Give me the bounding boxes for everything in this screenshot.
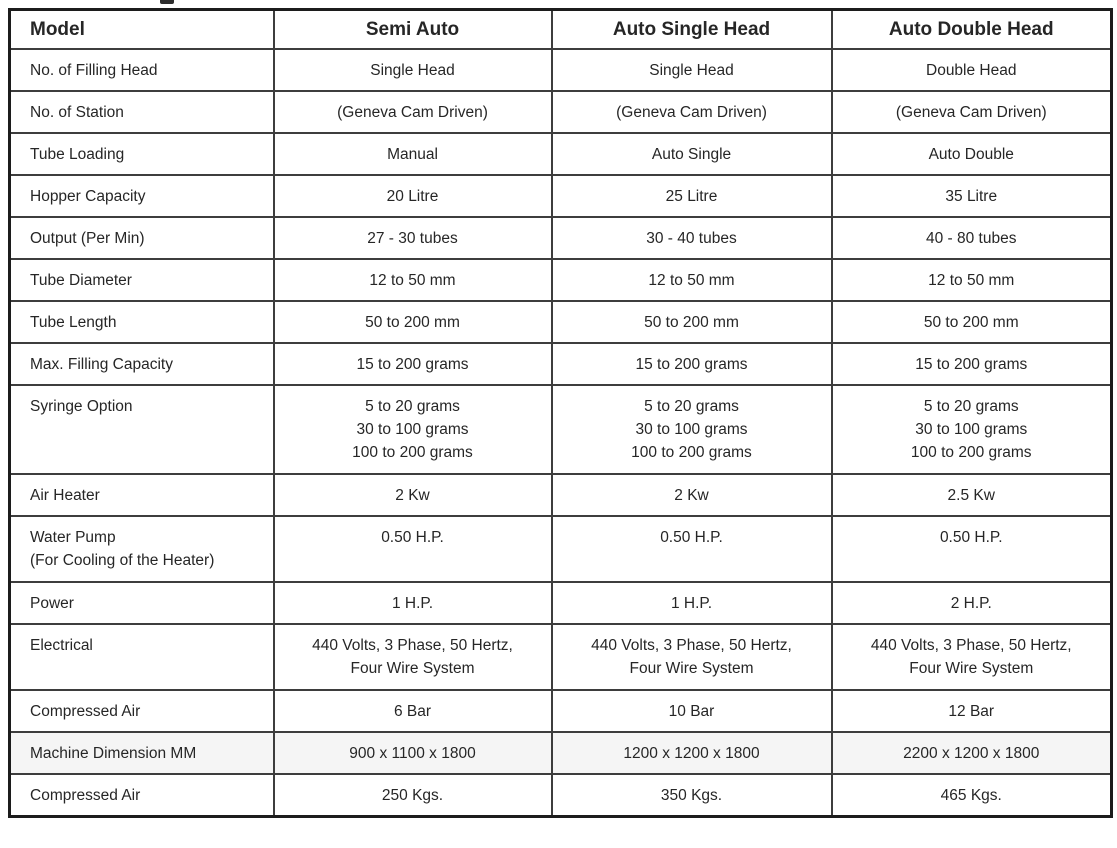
spec-label-line: Max. Filling Capacity	[30, 355, 173, 373]
spec-label-line: Air Heater	[30, 486, 100, 504]
spec-value-line: 30 - 40 tubes	[646, 229, 737, 247]
spec-value-line: 2 Kw	[395, 486, 430, 504]
spec-label-cell	[10, 385, 274, 474]
spec-label-line: No. of Station	[30, 103, 124, 121]
table-row	[10, 133, 1112, 175]
spec-value-cell	[274, 259, 552, 301]
spec-value-cell	[552, 624, 832, 690]
spec-table-header	[10, 10, 1112, 50]
table-row	[10, 385, 1112, 474]
spec-value-cell	[832, 516, 1112, 582]
spec-value-cell	[274, 732, 552, 774]
spec-value-cell	[552, 259, 832, 301]
spec-label-cell	[10, 516, 274, 582]
spec-value-line: 35 Litre	[945, 187, 998, 205]
spec-value-line: 30 to 100 grams	[356, 421, 469, 438]
spec-value-line: 100 to 200 grams	[910, 444, 1032, 461]
spec-label-line: Machine Dimension MM	[30, 744, 197, 762]
spec-value-line: 50 to 200 mm	[365, 313, 460, 331]
spec-value-cell	[274, 516, 552, 582]
spec-label-line: Tube Length	[30, 313, 117, 331]
spec-value-line: 440 Volts, 3 Phase, 50 Hertz,	[870, 637, 1072, 654]
spec-value-cell	[832, 301, 1112, 343]
table-row	[10, 301, 1112, 343]
spec-value-line: 2 H.P.	[950, 594, 992, 612]
spec-value-line: 1200 x 1200 x 1800	[623, 744, 760, 762]
spec-value-cell	[832, 175, 1112, 217]
spec-value-cell	[274, 91, 552, 133]
spec-label-line: Compressed Air	[30, 702, 141, 720]
spec-value-cell	[552, 91, 832, 133]
spec-value-line: 0.50 H.P.	[939, 529, 1003, 546]
spec-label-line: Output (Per Min)	[30, 229, 145, 247]
spec-value-line: 30 to 100 grams	[915, 421, 1028, 438]
spec-label-line: Tube Loading	[30, 145, 125, 163]
spec-value-line: 30 to 100 grams	[635, 421, 748, 438]
table-row	[10, 624, 1112, 690]
spec-value-line: 0.50 H.P.	[381, 529, 444, 546]
spec-label-line: Water Pump	[30, 529, 116, 546]
spec-value-line: Manual	[387, 145, 438, 163]
spec-value-cell	[832, 385, 1112, 474]
spec-value-line: 440 Volts, 3 Phase, 50 Hertz,	[312, 637, 513, 654]
spec-value-line: 12 Bar	[948, 702, 995, 720]
spec-value-line: 40 - 80 tubes	[926, 229, 1017, 247]
spec-label-line: (For Cooling of the Heater)	[30, 552, 215, 569]
spec-label-cell	[10, 133, 274, 175]
spec-value-line: Four Wire System	[350, 660, 475, 677]
spec-value-line: 0.50 H.P.	[660, 529, 723, 546]
spec-value-line: Four Wire System	[909, 660, 1034, 677]
spec-value-cell	[552, 690, 832, 732]
table-row	[10, 582, 1112, 624]
spec-value-cell	[552, 343, 832, 385]
spec-value-cell	[832, 690, 1112, 732]
spec-value-cell	[552, 732, 832, 774]
spec-value-line: 100 to 200 grams	[352, 444, 473, 461]
machine-spec-table	[8, 8, 1113, 818]
spec-label-line: Power	[30, 594, 74, 612]
spec-value-cell	[274, 690, 552, 732]
spec-value-line: 100 to 200 grams	[631, 444, 752, 461]
spec-value-line: 5 to 20 grams	[365, 398, 460, 415]
spec-value-line: 2200 x 1200 x 1800	[903, 744, 1040, 762]
spec-value-line: 20 Litre	[386, 187, 439, 205]
spec-value-line: Single Head	[649, 61, 734, 79]
spec-value-line: 15 to 200 grams	[635, 355, 748, 373]
spec-value-cell	[832, 91, 1112, 133]
spec-value-line: 12 to 50 mm	[369, 271, 456, 289]
spec-value-cell	[832, 582, 1112, 624]
spec-value-line: 5 to 20 grams	[923, 398, 1019, 415]
spec-value-line: 15 to 200 grams	[356, 355, 469, 373]
spec-value-line: 465 Kgs.	[940, 786, 1002, 804]
spec-value-line: Single Head	[370, 61, 455, 79]
spec-label-cell	[10, 732, 274, 774]
spec-value-cell	[832, 343, 1112, 385]
spec-label-cell	[10, 474, 274, 516]
spec-value-cell	[552, 175, 832, 217]
spec-label-cell	[10, 175, 274, 217]
spec-value-cell	[832, 133, 1112, 175]
spec-value-line: 5 to 20 grams	[644, 398, 739, 415]
spec-value-line: 2 Kw	[674, 486, 709, 504]
spec-value-line: 10 Bar	[668, 702, 715, 720]
spec-value-line: (Geneva Cam Driven)	[337, 103, 488, 121]
column-header-semi-auto: Semi Auto	[274, 10, 552, 50]
spec-value-cell	[274, 301, 552, 343]
spec-value-line: (Geneva Cam Driven)	[895, 103, 1047, 121]
spec-label-cell	[10, 774, 274, 817]
spec-label-line: Hopper Capacity	[30, 187, 146, 205]
column-header-auto-single-head: Auto Single Head	[552, 10, 832, 50]
table-row	[10, 91, 1112, 133]
header-row	[10, 10, 1112, 50]
spec-value-cell	[832, 259, 1112, 301]
spec-value-line: 12 to 50 mm	[648, 271, 735, 289]
spec-value-cell	[832, 474, 1112, 516]
spec-value-cell	[274, 385, 552, 474]
spec-value-cell	[832, 732, 1112, 774]
spec-label-cell	[10, 217, 274, 259]
spec-label-line: Syringe Option	[30, 398, 133, 415]
spec-value-line: 15 to 200 grams	[915, 355, 1028, 373]
spec-value-cell	[274, 217, 552, 259]
spec-value-cell	[832, 217, 1112, 259]
spec-label-line: Electrical	[30, 637, 93, 654]
table-row	[10, 175, 1112, 217]
spec-label-cell	[10, 259, 274, 301]
table-row	[10, 259, 1112, 301]
spec-label-cell	[10, 343, 274, 385]
spec-value-line: 50 to 200 mm	[644, 313, 739, 331]
table-row	[10, 774, 1112, 817]
spec-value-cell	[274, 774, 552, 817]
spec-label-cell	[10, 91, 274, 133]
spec-value-cell	[832, 774, 1112, 817]
spec-value-line: 900 x 1100 x 1800	[349, 744, 476, 762]
spec-value-line: Four Wire System	[629, 660, 754, 677]
spec-label-line: No. of Filling Head	[30, 61, 158, 79]
table-row	[10, 217, 1112, 259]
spec-value-line: 440 Volts, 3 Phase, 50 Hertz,	[591, 637, 792, 654]
spec-value-cell	[274, 49, 552, 91]
spec-value-line: 350 Kgs.	[660, 786, 723, 804]
spec-label-cell	[10, 624, 274, 690]
spec-value-cell	[552, 516, 832, 582]
table-row	[10, 343, 1112, 385]
spec-value-cell	[274, 474, 552, 516]
table-row	[10, 732, 1112, 774]
spec-value-cell	[274, 582, 552, 624]
column-header-auto-double-head: Auto Double Head	[832, 10, 1112, 50]
spec-value-line: 12 to 50 mm	[928, 271, 1015, 289]
spec-label-cell	[10, 49, 274, 91]
spec-value-cell	[832, 49, 1112, 91]
spec-label-cell	[10, 582, 274, 624]
spec-value-cell	[552, 774, 832, 817]
spec-value-line: Auto Single	[651, 145, 732, 163]
spec-value-line: (Geneva Cam Driven)	[616, 103, 767, 121]
column-header-model: Model	[10, 10, 274, 50]
spec-value-cell	[274, 343, 552, 385]
spec-label-line: Compressed Air	[30, 786, 141, 804]
spec-value-cell	[552, 133, 832, 175]
spec-value-line: 1 H.P.	[391, 594, 434, 612]
spec-value-line: 50 to 200 mm	[923, 313, 1019, 331]
spec-value-cell	[552, 582, 832, 624]
spec-value-line: 27 - 30 tubes	[367, 229, 458, 247]
table-row	[10, 49, 1112, 91]
table-row	[10, 474, 1112, 516]
table-row	[10, 690, 1112, 732]
spec-value-line: Auto Double	[928, 145, 1014, 163]
spec-label-cell	[10, 690, 274, 732]
spec-value-line: Double Head	[926, 61, 1017, 79]
spec-value-cell	[552, 385, 832, 474]
spec-value-cell	[274, 175, 552, 217]
spec-value-line: 2.5 Kw	[947, 486, 995, 504]
spec-value-line: 1 H.P.	[670, 594, 713, 612]
spec-value-cell	[552, 474, 832, 516]
table-row	[10, 516, 1112, 582]
spec-value-cell	[552, 49, 832, 91]
spec-value-cell	[552, 217, 832, 259]
spec-value-cell	[274, 624, 552, 690]
spec-table-body	[10, 49, 1112, 817]
spec-value-cell	[274, 133, 552, 175]
spec-value-cell	[552, 301, 832, 343]
spec-value-line: 6 Bar	[393, 702, 432, 720]
spec-value-line: 250 Kgs.	[381, 786, 444, 804]
cropped-heading-fragment	[160, 0, 174, 4]
spec-value-cell	[832, 624, 1112, 690]
spec-label-line: Tube Diameter	[30, 271, 132, 289]
spec-label-cell	[10, 301, 274, 343]
spec-value-line: 25 Litre	[665, 187, 718, 205]
